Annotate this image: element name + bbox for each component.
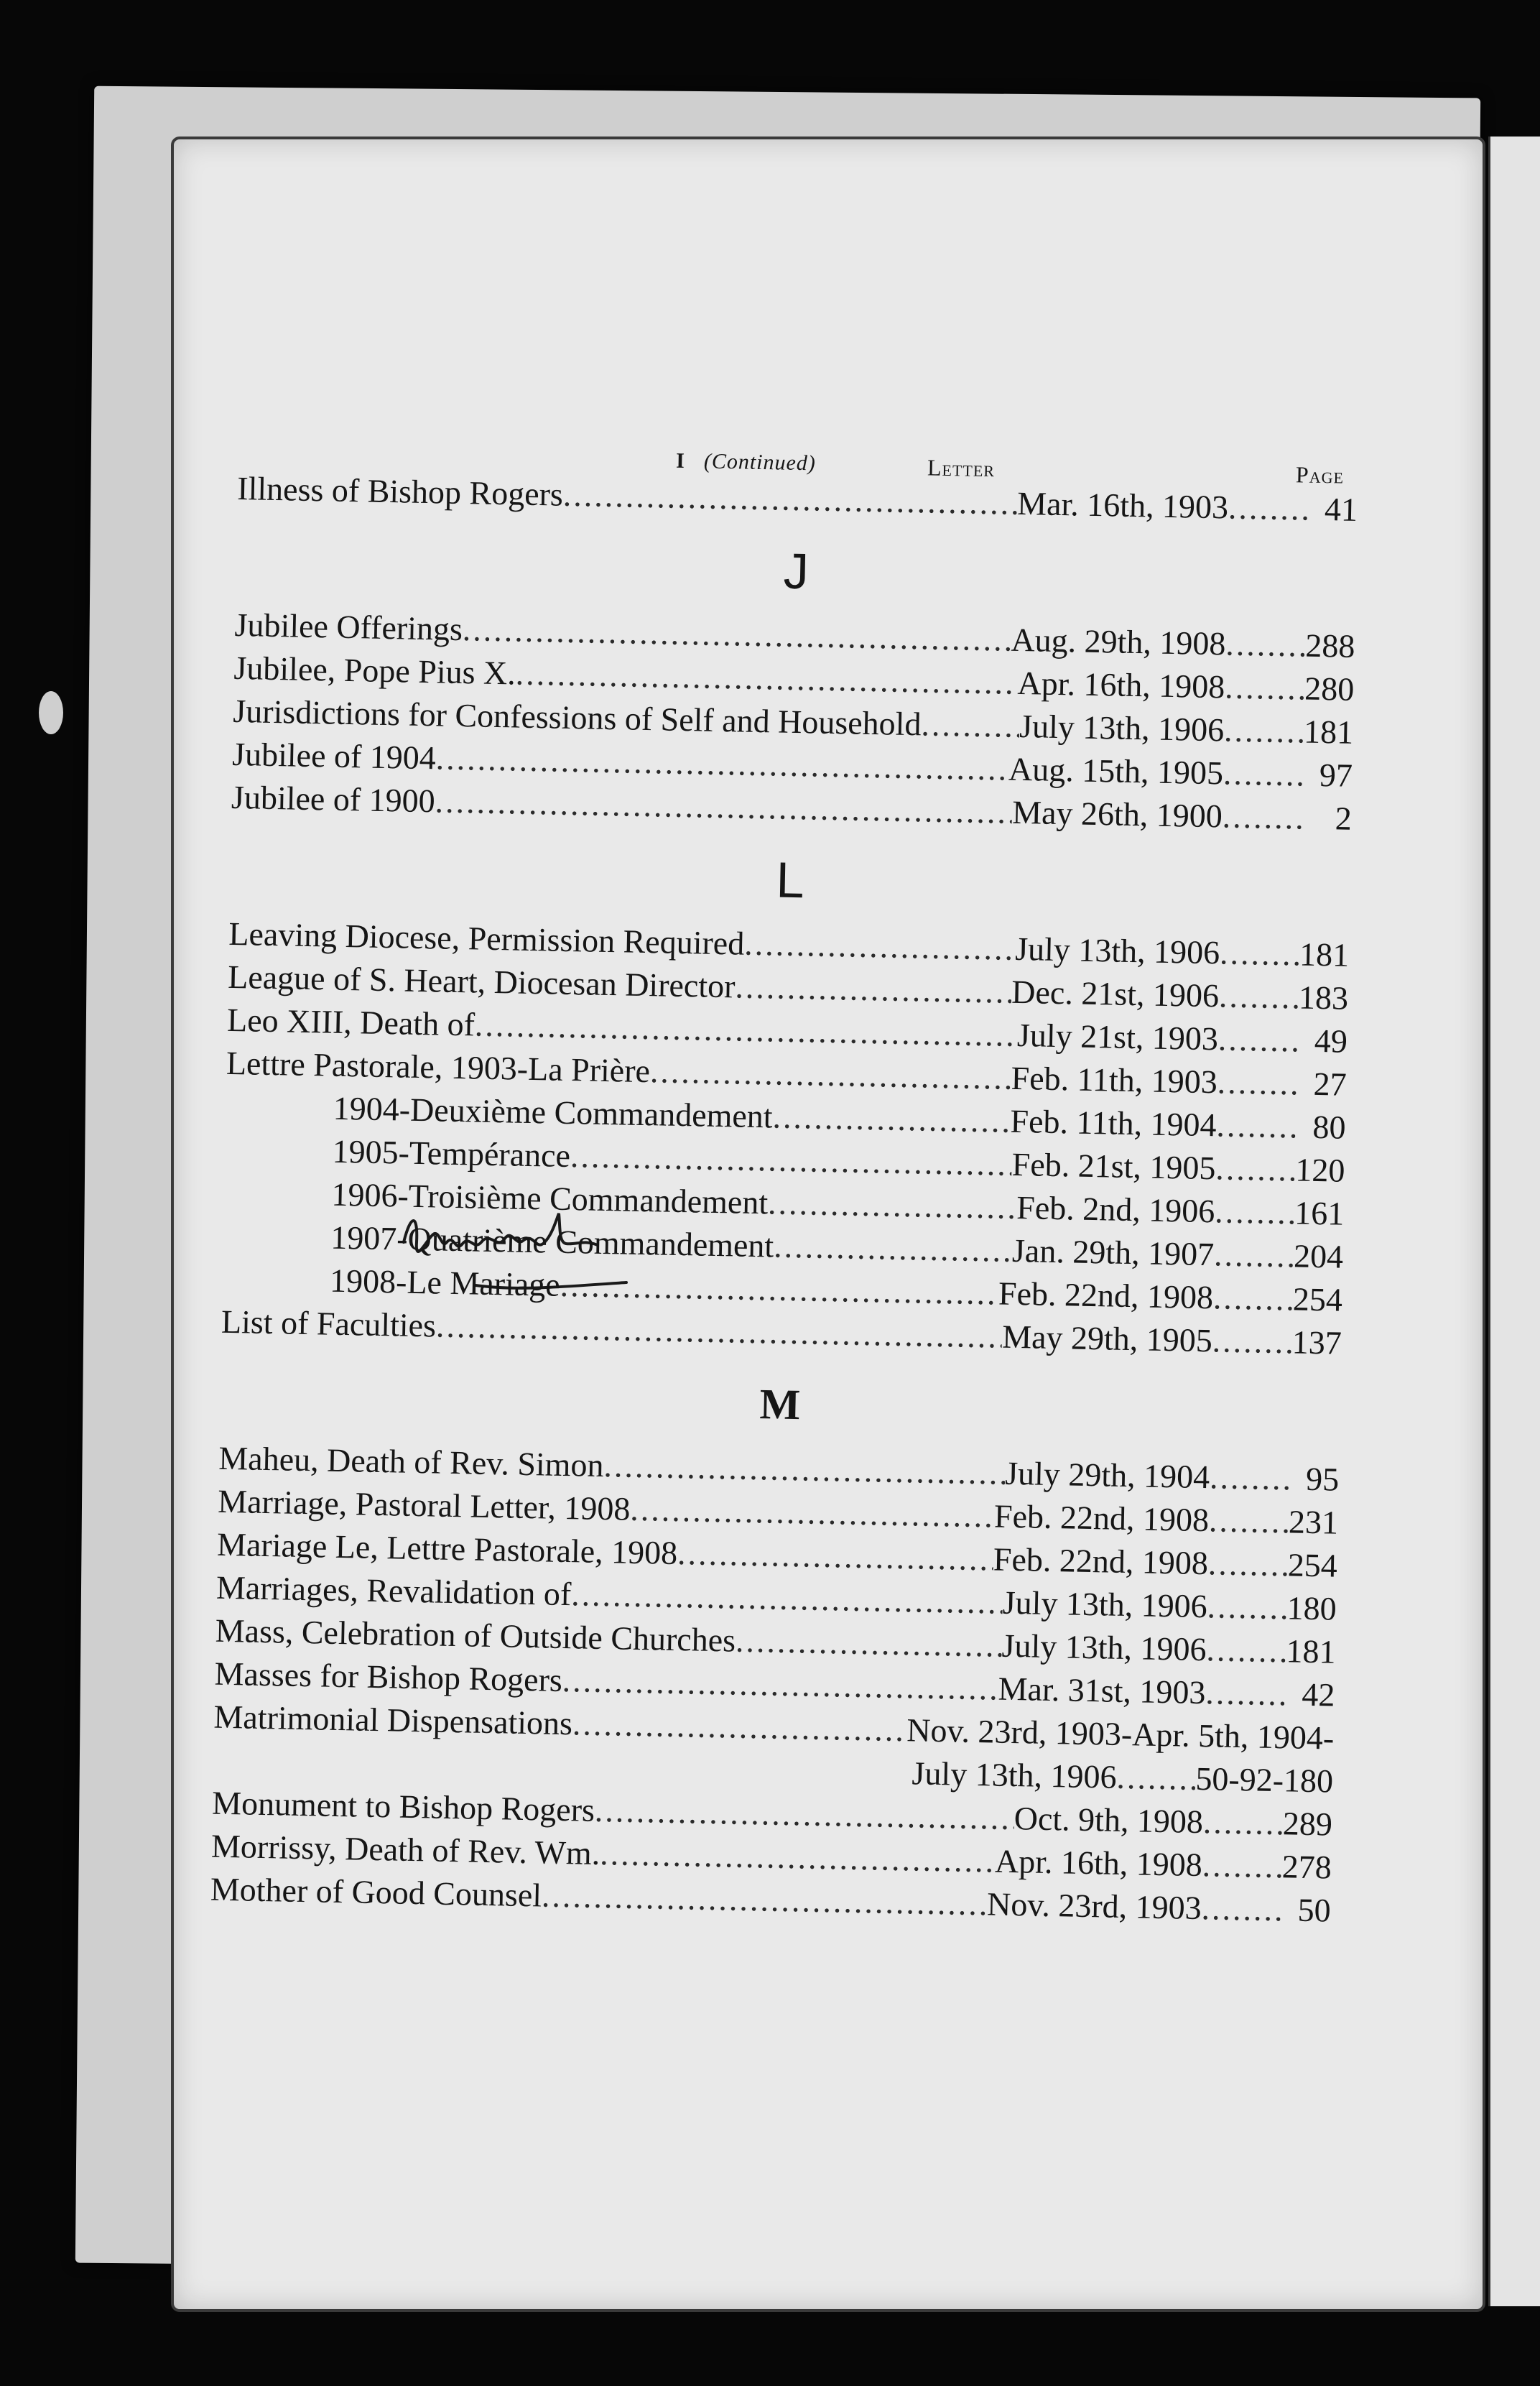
entry-date: Nov. 23rd, 1903-Apr. 5th, 1904- xyxy=(906,1711,1335,1757)
index-sections xyxy=(210,467,1358,1933)
entry-title: League of S. Heart, Diocesan Director xyxy=(227,958,736,1005)
entry-page: 2 xyxy=(1335,800,1353,837)
entry-title: 1906-Troisième Commandement xyxy=(331,1175,769,1221)
entry-date: Mar. 31st, 1903 xyxy=(998,1670,1206,1711)
entry-page: 50-92-180 xyxy=(1195,1760,1334,1800)
index-page xyxy=(171,137,1485,2312)
dot-leader xyxy=(1212,1319,1291,1364)
entry-date: July 13th, 1906 xyxy=(1001,1627,1207,1668)
entry-date: Aug. 15th, 1905 xyxy=(1008,750,1224,792)
section-heading: M xyxy=(759,1380,801,1429)
entry-page: 180 xyxy=(1286,1589,1337,1627)
entry-title: Illness of Bishop Rogers xyxy=(236,469,564,513)
entry-page: 97 xyxy=(1319,756,1353,794)
entry-page: 41 xyxy=(1324,491,1358,528)
entry-date: Oct. 9th, 1908 xyxy=(1013,1800,1204,1841)
entry-date: Aug. 29th, 1908 xyxy=(1011,621,1226,662)
entry-page: 231 xyxy=(1288,1503,1339,1541)
adjacent-page-edge xyxy=(1488,137,1540,2306)
dot-leader xyxy=(1206,1628,1286,1673)
dot-leader xyxy=(1217,1060,1297,1105)
entry-page: 137 xyxy=(1291,1323,1342,1361)
entry-page: 181 xyxy=(1303,713,1354,751)
dot-leader xyxy=(768,1181,1017,1229)
dot-leader xyxy=(774,1225,1013,1272)
entry-title: Leo XIII, Death of xyxy=(226,1001,476,1043)
dot-leader xyxy=(1218,974,1298,1019)
entry-date: July 29th, 1904 xyxy=(1004,1454,1210,1496)
entry-page: 80 xyxy=(1312,1108,1347,1146)
entry-page: 254 xyxy=(1292,1280,1343,1318)
dot-leader xyxy=(1212,1276,1292,1321)
entry-title: Monument to Bishop Rogers xyxy=(211,1784,595,1828)
entry-title: Mariage Le, Lettre Pastorale, 1908 xyxy=(216,1525,678,1572)
entry-page: 181 xyxy=(1299,935,1350,974)
dot-leader xyxy=(1225,665,1304,710)
entry-page: 49 xyxy=(1314,1022,1348,1060)
entry-date: May 29th, 1905 xyxy=(1001,1318,1213,1359)
dot-leader xyxy=(542,1874,988,1925)
entry-date: Jan. 29th, 1907 xyxy=(1011,1231,1215,1273)
entry-title: Leaving Diocese, Permission Required xyxy=(228,915,745,962)
entry-date: Apr. 16th, 1908 xyxy=(1017,664,1225,706)
index-content xyxy=(210,427,1358,1933)
entry-date: Feb. 11th, 1903 xyxy=(1011,1059,1218,1101)
dot-leader xyxy=(1214,1233,1294,1277)
entry-page: 289 xyxy=(1282,1805,1333,1843)
entry-date: Apr. 16th, 1908 xyxy=(994,1842,1203,1884)
entry-title: 1907-Quatrième Commandement xyxy=(330,1219,774,1264)
dot-leader xyxy=(1208,1499,1288,1543)
entry-page: 204 xyxy=(1293,1237,1344,1275)
dot-leader xyxy=(1223,752,1302,796)
dot-leader xyxy=(1225,622,1305,667)
dot-leader xyxy=(1207,1585,1286,1629)
section-heading: J xyxy=(783,542,810,600)
entry-date: July 13th, 1906 xyxy=(1019,707,1225,749)
dot-leader xyxy=(677,1532,994,1581)
entry-page: 181 xyxy=(1286,1632,1337,1670)
dot-leader xyxy=(772,1095,1011,1142)
entry-title: Maheu, Death of Rev. Simon xyxy=(218,1439,604,1484)
entry-date: Mar. 16th, 1903 xyxy=(1016,484,1229,526)
entry-date: Feb. 22nd, 1908 xyxy=(993,1497,1210,1539)
entry-date: July 13th, 1906 xyxy=(912,1754,1117,1795)
entry-page: 161 xyxy=(1294,1194,1345,1232)
entry-page: 95 xyxy=(1305,1460,1340,1498)
entry-page: 280 xyxy=(1304,670,1355,708)
entry-date: July 13th, 1906 xyxy=(1002,1583,1208,1625)
entry-date: Feb. 22nd, 1908 xyxy=(998,1275,1214,1316)
section-heading: L xyxy=(775,851,805,909)
dot-leader xyxy=(1224,708,1304,753)
paper-fragment xyxy=(39,691,63,734)
dot-leader xyxy=(1201,1887,1281,1931)
dot-leader xyxy=(1215,1147,1295,1191)
entry-title: Morrissy, Death of Rev. Wm. xyxy=(210,1827,600,1872)
entry-page: 278 xyxy=(1281,1848,1332,1886)
entry-page: 288 xyxy=(1304,626,1355,665)
dot-leader xyxy=(1116,1756,1196,1800)
dot-leader xyxy=(1202,1800,1282,1845)
entry-title: Jubilee Offerings xyxy=(234,606,463,648)
entry-page: 42 xyxy=(1301,1675,1335,1714)
dot-leader xyxy=(1207,1542,1287,1586)
entry-date: Feb. 2nd, 1906 xyxy=(1016,1189,1215,1230)
dot-leader xyxy=(572,1702,907,1752)
dot-leader xyxy=(1220,931,1299,976)
entry-date: July 21st, 1903 xyxy=(1016,1016,1219,1058)
entry-title: Jubilee, Pope Pius X. xyxy=(233,649,516,692)
entry-title: Marriages, Revalidation of xyxy=(215,1568,572,1613)
section-continued: I (Continued) xyxy=(675,448,817,476)
entry-title: Lettre Pastorale, 1903-La Prière xyxy=(226,1044,651,1090)
entry-title: List of Faculties xyxy=(221,1303,437,1344)
dot-leader xyxy=(649,1050,1011,1100)
dot-leader xyxy=(1215,1190,1294,1234)
dot-leader xyxy=(1205,1671,1285,1716)
dot-leader xyxy=(921,703,1020,748)
dot-leader xyxy=(744,923,1016,971)
letter-column-label: Letter xyxy=(927,454,996,482)
dot-leader xyxy=(603,1444,1006,1495)
entry-title: Jurisdictions for Confessions of Self and Household xyxy=(232,692,922,743)
entry-date: Feb. 22nd, 1908 xyxy=(993,1540,1209,1582)
dot-leader xyxy=(630,1488,995,1538)
entry-title: Masses for Bishop Rogers xyxy=(214,1655,563,1698)
page-column-label: Page xyxy=(1295,461,1345,489)
dot-leader xyxy=(594,1789,1014,1840)
entry-date: July 13th, 1906 xyxy=(1014,930,1220,971)
entry-page: 254 xyxy=(1287,1546,1338,1584)
entry-date: Nov. 23rd, 1903 xyxy=(986,1885,1202,1927)
entry-title: Marriage, Pastoral Letter, 1908 xyxy=(217,1482,631,1527)
entry-title: Matrimonial Dispensations xyxy=(213,1698,573,1742)
entry-page: 120 xyxy=(1294,1151,1345,1189)
entry-page: 183 xyxy=(1298,979,1349,1017)
dot-leader xyxy=(1217,1017,1297,1062)
entry-date: May 26th, 1900 xyxy=(1011,793,1223,835)
entry-page: 50 xyxy=(1297,1891,1332,1929)
entry-date: Dec. 21st, 1906 xyxy=(1011,973,1220,1014)
entry-title: 1904-Deuxième Commandement xyxy=(333,1089,774,1135)
entry-title: 1905-Tempérance xyxy=(332,1132,571,1175)
entry-title: Mother of Good Counsel xyxy=(210,1870,542,1914)
dot-leader xyxy=(1222,795,1302,839)
dot-leader xyxy=(1210,1456,1289,1500)
dot-leader xyxy=(1202,1844,1281,1888)
entry-title: Jubilee of 1904 xyxy=(231,735,437,777)
entry-title: Mass, Celebration of Outside Churches xyxy=(215,1612,736,1659)
entry-date: Feb. 21st, 1905 xyxy=(1011,1145,1216,1187)
entry-title: 1908-Le Mariage xyxy=(329,1262,561,1303)
dot-leader xyxy=(735,1619,1002,1668)
entry-page: 27 xyxy=(1313,1065,1348,1103)
entry-date: Feb. 11th, 1904 xyxy=(1010,1102,1217,1144)
dot-leader xyxy=(600,1832,996,1883)
dot-leader xyxy=(735,965,1012,1013)
entry-title: Jubilee of 1900 xyxy=(231,778,436,820)
dot-leader xyxy=(1216,1104,1296,1148)
